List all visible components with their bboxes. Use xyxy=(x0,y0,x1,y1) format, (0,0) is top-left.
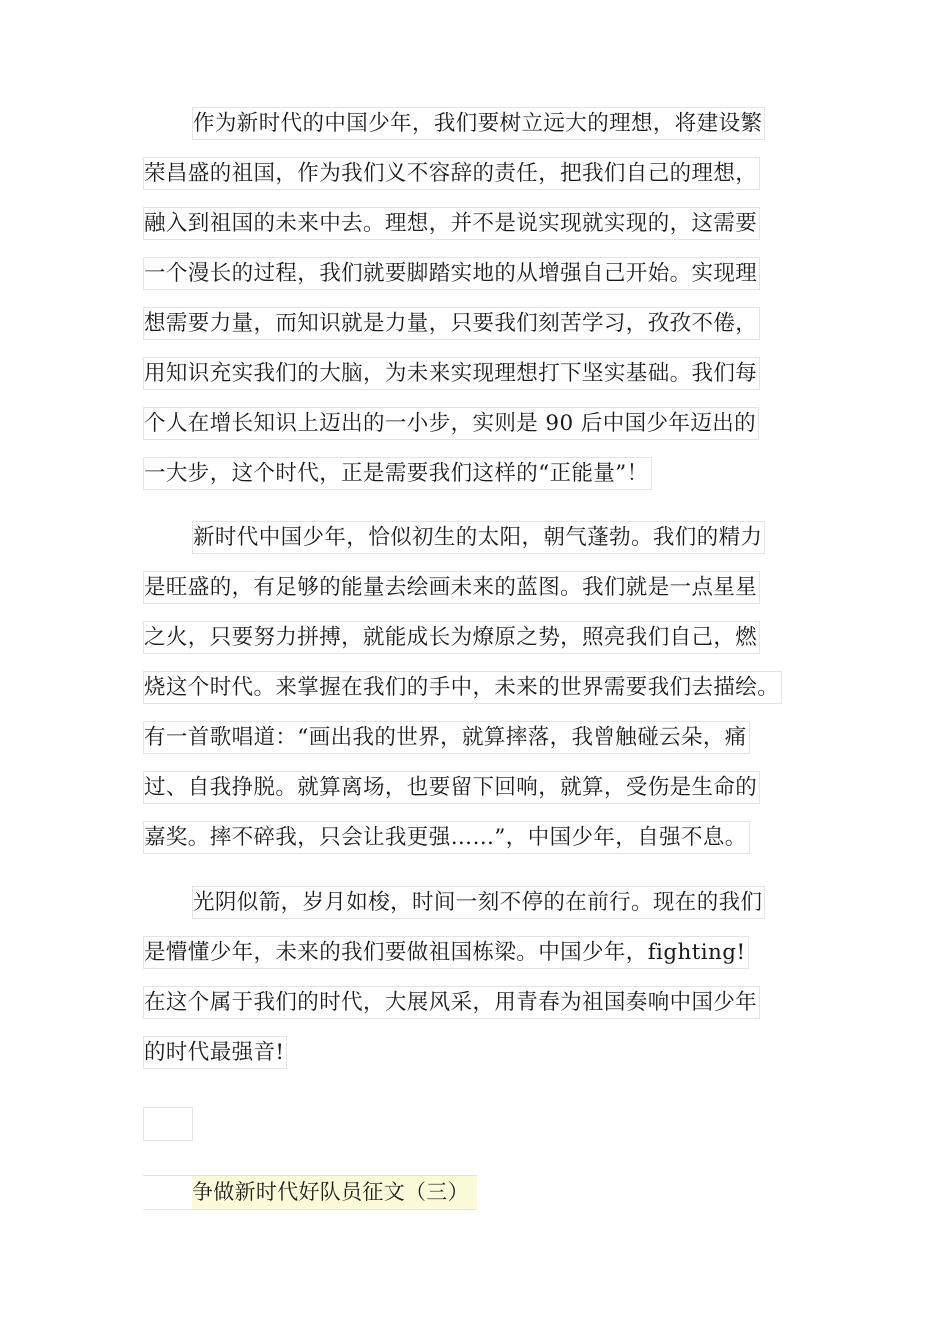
paragraph-line xyxy=(143,98,823,148)
paragraph-2 xyxy=(143,512,823,862)
paragraph-line xyxy=(143,512,823,562)
section-heading: 争做新时代好队员征文（三） xyxy=(192,1176,477,1209)
empty-paragraph-marker xyxy=(143,1107,193,1141)
line-text: 想需要力量，而知识就是力量，只要我们刻苦学习，孜孜不倦， xyxy=(143,307,760,340)
line-text: 荣昌盛的祖国，作为我们义不容辞的责任，把我们自己的理想， xyxy=(143,157,760,190)
line-text: 个人在增长知识上迈出的一小步，实则是 90 后中国少年迈出的 xyxy=(143,407,759,440)
paragraph-line xyxy=(143,198,823,248)
line-text: 嘉奖。摔不碎我，只会让我更强……”，中国少年，自强不息。 xyxy=(143,821,750,854)
line-text: 融入到祖国的未来中去。理想，并不是说实现就实现的，这需要 xyxy=(143,207,760,240)
line-text: 新时代中国少年，恰似初生的太阳，朝气蓬勃。我们的精力 xyxy=(192,521,765,554)
paragraph-line xyxy=(143,1027,823,1077)
paragraph-line xyxy=(143,712,823,762)
paragraph-line xyxy=(143,612,823,662)
line-text: 过、自我挣脱。就算离场，也要留下回响，就算，受伤是生命的 xyxy=(143,771,760,804)
paragraph-line xyxy=(143,398,823,448)
paragraph-line xyxy=(143,662,823,712)
line-text: 一大步，这个时代，正是需要我们这样的“正能量”！ xyxy=(143,457,652,490)
paragraph-line xyxy=(143,298,823,348)
paragraph-line xyxy=(143,762,823,812)
paragraph-line xyxy=(143,348,823,398)
paragraph-1 xyxy=(143,98,823,498)
heading-indent xyxy=(143,1176,192,1209)
paragraph-line xyxy=(143,448,823,498)
line-text: 的时代最强音! xyxy=(143,1036,287,1069)
line-text: 在这个属于我们的时代，大展风采，用青春为祖国奏响中国少年 xyxy=(143,986,760,1019)
paragraph-line xyxy=(143,812,823,862)
line-text: 一个漫长的过程，我们就要脚踏实地的从增强自己开始。实现理 xyxy=(143,257,760,290)
line-text: 用知识充实我们的大脑，为未来实现理想打下坚实基础。我们每 xyxy=(143,357,760,390)
paragraph-line xyxy=(143,927,823,977)
paragraph-line xyxy=(143,877,823,927)
paragraph-line xyxy=(143,148,823,198)
line-text: 之火，只要努力拼搏，就能成长为燎原之势，照亮我们自己，燃 xyxy=(143,621,760,654)
line-text: 作为新时代的中国少年，我们要树立远大的理想，将建设繁 xyxy=(192,107,765,140)
section-heading-row xyxy=(143,1175,477,1210)
line-text: 光阴似箭，岁月如梭，时间一刻不停的在前行。现在的我们 xyxy=(192,886,765,919)
line-text: 烧这个时代。来掌握在我们的手中，未来的世界需要我们去描绘。 xyxy=(143,671,782,704)
paragraph-line xyxy=(143,248,823,298)
line-text: 是懵懂少年，未来的我们要做祖国栋梁。中国少年，fighting! xyxy=(143,936,749,969)
line-text: 是旺盛的，有足够的能量去绘画未来的蓝图。我们就是一点星星 xyxy=(143,571,760,604)
paragraph-line xyxy=(143,977,823,1027)
line-text: 有一首歌唱道：“画出我的世界，就算摔落，我曾触碰云朵，痛 xyxy=(143,721,750,754)
paragraph-3 xyxy=(143,877,823,1077)
paragraph-line xyxy=(143,562,823,612)
